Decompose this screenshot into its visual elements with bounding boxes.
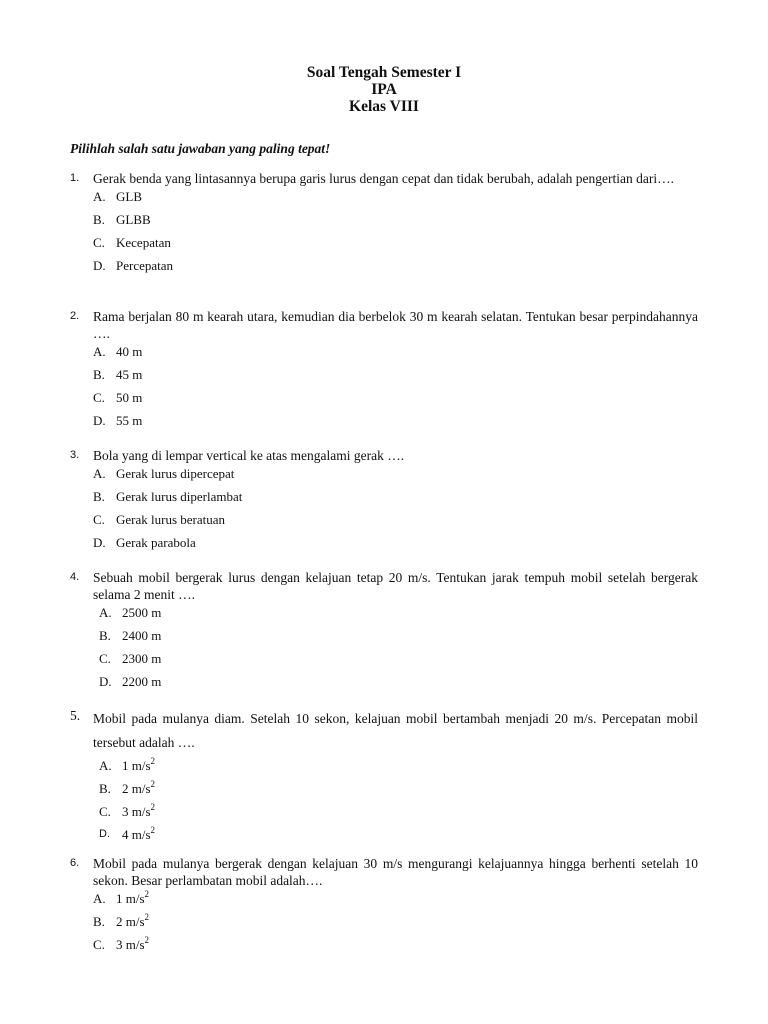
option-text (122, 803, 155, 826)
option-text (116, 936, 149, 959)
option-letter: A. (93, 189, 106, 204)
superscript: 2 (150, 779, 156, 789)
option-letter: A. (99, 758, 112, 773)
option-text: 55 m (116, 413, 143, 428)
option-text: 2400 m (122, 628, 162, 643)
option-letter: D. (93, 258, 106, 273)
instruction-text: Pilihlah salah satu jawaban yang paling tepat! (70, 141, 331, 156)
option-text: 2500 m (122, 605, 162, 620)
option-c (93, 511, 698, 534)
option-c (99, 803, 698, 826)
option-d (93, 257, 698, 280)
option-text: Kecepatan (116, 235, 171, 250)
option-text (122, 757, 155, 780)
question-text: Bola yang di lempar vertical ke atas mengalami gerak …. (93, 448, 405, 463)
option-text: Gerak lurus diperlambat (116, 489, 243, 504)
option-b (93, 211, 698, 234)
option-c (93, 936, 698, 959)
question-1 (70, 170, 698, 280)
option-a (93, 465, 698, 488)
option-letter: C. (99, 804, 111, 819)
option-value: 3 m/s (116, 937, 145, 952)
question-number: 5. (70, 708, 81, 723)
question-text: Mobil pada mulanya diam. Setelah 10 sekon, kelajuan mobil bertambah menjadi 20 m/s. Percepatan mobil tersebut adalah …. (93, 711, 698, 750)
option-letter: A. (93, 466, 106, 481)
question-number: 1. (70, 172, 80, 184)
option-list (70, 757, 698, 849)
option-a (93, 188, 698, 211)
option-letter: C. (99, 651, 111, 666)
question-6 (70, 855, 698, 959)
option-letter: B. (99, 781, 111, 796)
option-list (70, 465, 698, 557)
question-text: Mobil pada mulanya bergerak dengan kelajuan 30 m/s mengurangi kelajuannya hingga berhenti setelah 10 sekon. Besar perlambatan mobil adalah…. (93, 856, 698, 888)
option-d (93, 412, 698, 435)
option-list (70, 890, 698, 959)
question-number: 2. (70, 310, 80, 322)
option-list (70, 604, 698, 696)
option-c (99, 650, 698, 673)
exam-title: Soal Tengah Semester I (306, 64, 462, 81)
option-c (93, 389, 698, 412)
option-text: Percepatan (116, 258, 174, 273)
option-text: 2300 m (122, 651, 162, 666)
option-d (99, 673, 698, 696)
question-4 (70, 569, 698, 696)
option-b (93, 913, 698, 936)
question-number: 4. (70, 571, 80, 583)
exam-class: Kelas VIII (349, 98, 419, 115)
option-letter: C. (93, 512, 105, 527)
option-text (116, 890, 149, 913)
superscript: 2 (150, 756, 156, 766)
option-text: 40 m (116, 344, 143, 359)
superscript: 2 (144, 912, 150, 922)
option-value: 2 m/s (116, 914, 145, 929)
option-text: Gerak lurus dipercepat (116, 466, 235, 481)
exam-subject: IPA (371, 81, 397, 98)
option-letter: D. (99, 674, 112, 689)
option-text: Gerak parabola (116, 535, 196, 550)
superscript: 2 (150, 825, 156, 835)
question-text: Sebuah mobil bergerak lurus dengan kelajuan tetap 20 m/s. Tentukan jarak tempuh mobil setelah bergerak selama 2 menit …. (93, 570, 698, 602)
option-text: 2200 m (122, 674, 162, 689)
option-b (99, 780, 698, 803)
question-2 (70, 308, 698, 435)
superscript: 2 (144, 935, 150, 945)
option-letter: A. (93, 344, 106, 359)
option-a (93, 890, 698, 913)
option-letter: C. (93, 937, 105, 952)
option-letter: D. (93, 535, 106, 550)
question-number: 3. (70, 449, 80, 461)
question-text: Rama berjalan 80 m kearah utara, kemudian dia berbelok 30 m kearah selatan. Tentukan besar perpindahannya …. (93, 309, 698, 341)
option-text: GLB (116, 189, 142, 204)
option-text: 50 m (116, 390, 143, 405)
option-a (99, 757, 698, 780)
option-text: Gerak lurus beratuan (116, 512, 226, 527)
option-letter: B. (93, 212, 105, 227)
superscript: 2 (150, 802, 156, 812)
option-d (99, 826, 698, 849)
superscript: 2 (144, 889, 150, 899)
option-letter: B. (93, 489, 105, 504)
option-letter: B. (99, 628, 111, 643)
option-letter: C. (93, 390, 105, 405)
option-text: 45 m (116, 367, 143, 382)
question-number: 6. (70, 857, 80, 869)
option-letter: B. (93, 914, 105, 929)
option-c (93, 234, 698, 257)
option-b (99, 627, 698, 650)
option-letter: A. (99, 605, 112, 620)
option-a (93, 343, 698, 366)
question-5 (70, 707, 698, 849)
option-text: GLBB (116, 212, 151, 227)
option-value: 4 m/s (122, 827, 151, 842)
option-value: 2 m/s (122, 781, 151, 796)
option-letter: A. (93, 891, 106, 906)
option-text (116, 913, 149, 936)
option-text (122, 826, 155, 849)
option-value: 1 m/s (122, 758, 151, 773)
question-3 (70, 447, 698, 557)
option-d (93, 534, 698, 557)
option-b (93, 488, 698, 511)
question-text: Gerak benda yang lintasannya berupa garis lurus dengan cepat dan tidak berubah, adalah pengertian dari…. (93, 171, 675, 186)
option-list (70, 188, 698, 280)
option-list (70, 343, 698, 435)
option-letter: B. (93, 367, 105, 382)
option-text (122, 780, 155, 803)
option-b (93, 366, 698, 389)
option-value: 3 m/s (122, 804, 151, 819)
option-letter: D. (93, 413, 106, 428)
option-letter: D. (99, 828, 110, 840)
option-value: 1 m/s (116, 891, 145, 906)
option-letter: C. (93, 235, 105, 250)
option-a (99, 604, 698, 627)
